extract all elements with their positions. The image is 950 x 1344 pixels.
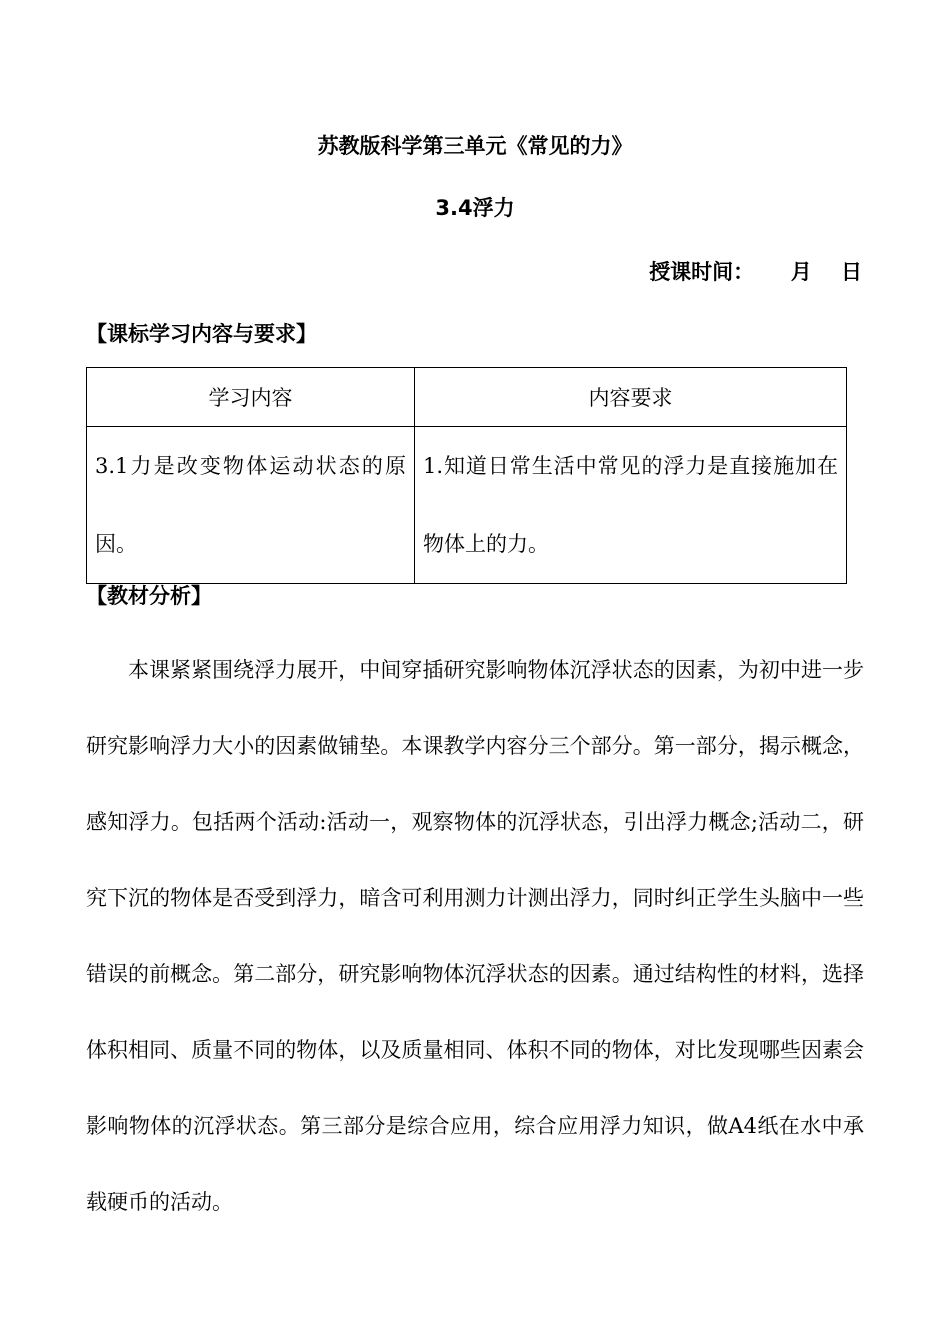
curriculum-table <box>86 367 847 584</box>
class-date-line: 授课时间： 月 日 <box>649 260 862 284</box>
table-header-learning-content: 学习内容 <box>87 368 415 427</box>
table-row <box>87 427 847 584</box>
document-title: 苏教版科学第三单元《常见的力》 <box>317 134 633 158</box>
table-header-row <box>87 368 847 427</box>
textbook-analysis-heading: 【教材分析】 <box>86 584 212 608</box>
textbook-analysis-paragraph: 本课紧紧围绕浮力展开，中间穿插研究影响物体沉浮状态的因素，为初中进一步研究影响浮力大小的因素做铺垫。本课教学内容分三个部分。第一部分，揭示概念，感知浮力。包括两个活动:活动一，观察物体的沉浮状态，引出浮力概念;活动二，研究下沉的物体是否受到浮力，暗含可利用测力计测出浮力，同时纠正学生头脑中一些错误的前概念。第二部分，研究影响物体沉浮状态的因素。通过结构性的材料，选择体积相同、质量不同的物体，以及质量相同、体积不同的物体，对比发现哪些因素会影响物体的沉浮状态。第三部分是综合应用，综合应用浮力知识，做A4纸在水中承载硬币的活动。 <box>86 658 864 1214</box>
table-cell-content-requirement: 1.知道日常生活中常见的浮力是直接施加在物体上的力。 <box>415 427 847 584</box>
curriculum-standards-heading: 【课标学习内容与要求】 <box>86 322 317 346</box>
lesson-title: 3.4浮力 <box>435 196 515 220</box>
table-header-content-requirement: 内容要求 <box>415 368 847 427</box>
table-cell-learning-content: 3.1力是改变物体运动状态的原因。 <box>87 427 415 584</box>
